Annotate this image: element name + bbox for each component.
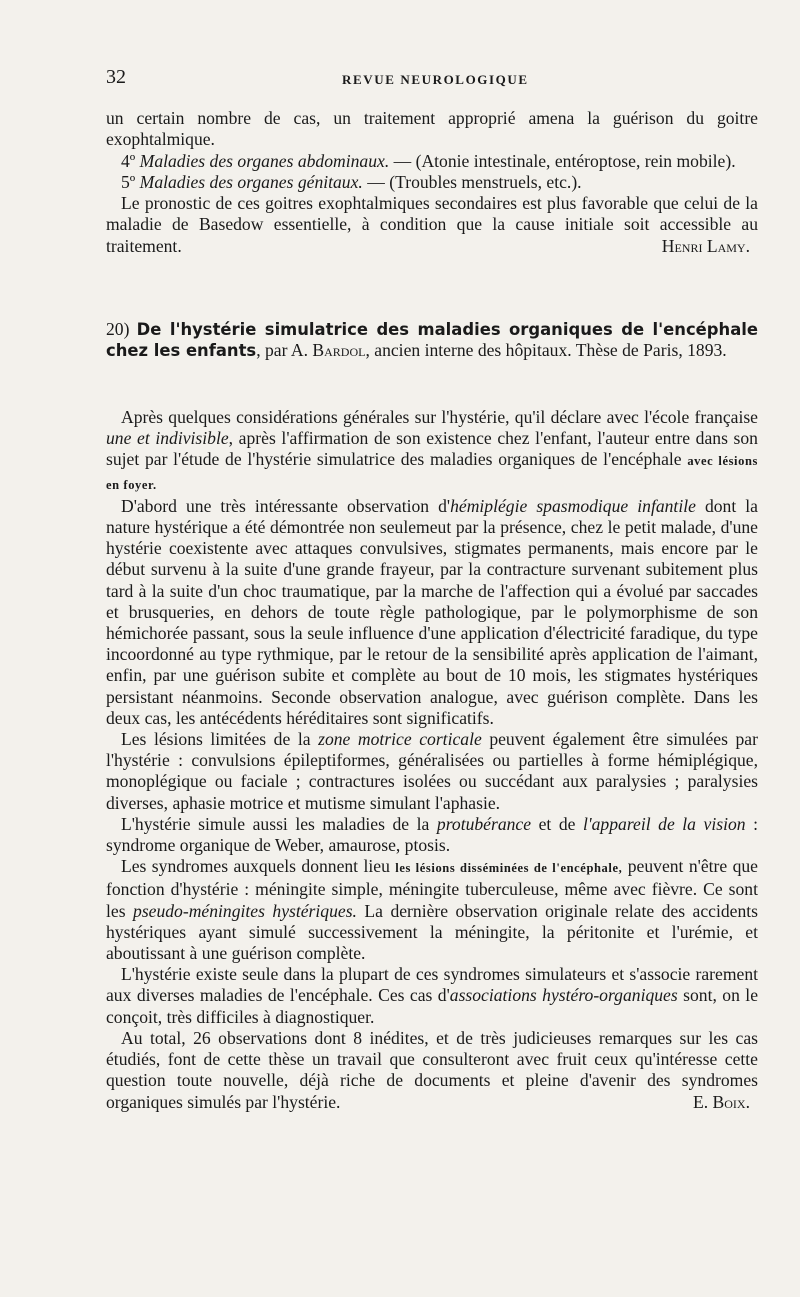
reviewer-signature: Henri Lamy. (661, 235, 750, 256)
review-body (106, 407, 758, 1113)
italic-heading: Maladies des organes abdominaux. (139, 150, 390, 171)
list-number: 5º (121, 171, 136, 192)
paragraph-text: un certain nombre de cas, un traitement approprié amena la guérison du goitre exophtalmique. (106, 108, 758, 150)
paragraph-text: et de (531, 813, 583, 834)
article-by: , par A. (256, 340, 313, 361)
paragraph (106, 856, 758, 964)
paragraph (106, 193, 758, 257)
paragraph-text: Au total, 26 observations dont 8 inédites, et de très judicieuses remarques sur les cas étudiés, font de cette thèse un travail que consulteront avec fruit ceux qu'intéresse cette question toute nouvelle, déjà riche de documents et pleine d'avenir des syndromes organiques simulés par l'hystérie. (106, 1027, 758, 1112)
previous-review-end (106, 108, 758, 257)
article-author: Bardol (312, 340, 366, 361)
paragraph-text: L'hystérie simule aussi les maladies de la (121, 813, 437, 834)
paragraph-text: , après l'affirmation de son existence chez l'enfant, l'auteur entre dans son sujet par l'étude de l'hystérie simulatrice des maladies organiques de l'encéphale (106, 428, 758, 470)
paragraph-text: Les syndromes auxquels donnent lieu (121, 856, 396, 877)
italic-text: zone motrice corticale (318, 729, 482, 750)
article-title: De l'hystérie simulatrice des maladies organiques de l'encéphale chez les enfants (106, 320, 758, 361)
paragraph (106, 964, 758, 1028)
paragraph-text: — (Troubles menstruels, etc.). (362, 171, 582, 192)
paragraph-text: peuvent n'être que fonction d'hystérie : méningite simple, méningite tuberculeuse, même avec fièvre. Ce sont les (106, 856, 758, 921)
small-caps-text: avec lésions en foyer. (106, 454, 758, 492)
paragraph (106, 151, 758, 172)
paragraph (106, 496, 758, 729)
paragraph-text: Après quelques considérations générales sur l'hystérie, qu'il déclare avec l'école française (121, 407, 758, 427)
paragraph (106, 1028, 758, 1113)
italic-text: protubérance (436, 813, 532, 834)
paragraph-text: — (Atonie intestinale, entéroptose, rein mobile). (389, 150, 736, 171)
italic-text: hémiplégie spasmodique infantile (450, 495, 696, 516)
paragraph (106, 729, 758, 814)
small-caps-text: les lésions disséminées de l'encéphale, (395, 861, 623, 876)
italic-text: pseudo-méningites hystériques. (133, 900, 357, 921)
paragraph-text: peuvent également être simulées par l'hystérie : convulsions épileptiformes, généralisées ou partielles à forme hémiplégique, monoplégique ou faciale ; contractures isolées ou succédant aux paralysies ; paralysies diverses, aphasie motrice et mutisme simulant l'aphasie. (106, 729, 758, 813)
paragraph-text: dont la nature hystérique a été démontrée non seulemeut par la présence, chez le petit malade, d'une hystérie coexistente avec attaques convulsives, stigmates permanents, mais encore par le début survenu à la suite d'une grande frayeur, par la contracture survenant subitement plus tard à la suite d'un choc traumatique, par la marche de l'affection qui a évolué par saccades et brusqueries, en dehors de toute règle pathologique, par le polymorphisme de son hémichorée passant, sous la seule influence d'une application d'électricité faradique, du type incoordonné au type rythmique, par le retour de la sensibilité après application de l'aimant, enfin, par une guérison subite et complète au bout de 10 mois, les stigmates hystériques persistant néanmoins. Seconde observation analogue, avec guérison complète. Dans les deux cas, les antécédents héréditaires sont significatifs. (106, 495, 758, 728)
italic-text: l'appareil de la vision (582, 813, 746, 834)
paragraph (106, 172, 758, 193)
running-title: REVUE NEUROLOGIQUE (342, 72, 529, 87)
paragraph-text: L'hystérie existe seule dans la plupart de ces syndromes simulateurs et s'associe rarement aux diverses maladies de l'encéphale. Ces cas d' (106, 964, 758, 1006)
paragraph (106, 407, 758, 496)
page-header (106, 68, 758, 90)
paragraph-text: D'abord une très intéressante observation d' (121, 495, 451, 516)
page-number: 32 (106, 66, 126, 88)
reviewer-signature: E. Boix. (692, 1091, 750, 1112)
paragraph-text: sont, on le conçoit, très difficiles à diagnostiquer. (106, 985, 759, 1027)
paragraph-text: Le pronostic de ces goitres exophtalmiques secondaires est plus favorable que celui de la maladie de Basedow essentielle, à condition que la cause initiale soit accessible au traitement. (106, 193, 758, 256)
paragraph-text: La dernière observation originale relate des accidents hystériques ayant simulé successivement la méningite, la péritonite et l'urémie, et aboutissant à une guérison complète. (106, 900, 758, 964)
paragraph-text: Les lésions limitées de la (121, 729, 319, 750)
paragraph-text: : syndrome organique de Weber, amaurose, ptosis. (106, 813, 758, 856)
paragraph (106, 814, 758, 856)
list-number: 4º (121, 150, 136, 171)
article-citation (106, 319, 758, 362)
paragraph (106, 108, 758, 151)
italic-text: associations hystéro-organiques (449, 985, 678, 1006)
article-details: , ancien interne des hôpitaux. Thèse de Paris, 1893. (365, 340, 727, 361)
article-number: 20) (106, 319, 130, 339)
article-heading (106, 319, 758, 362)
italic-heading: Maladies des organes génitaux. (139, 171, 363, 192)
italic-text: une et indivisible (106, 428, 229, 449)
